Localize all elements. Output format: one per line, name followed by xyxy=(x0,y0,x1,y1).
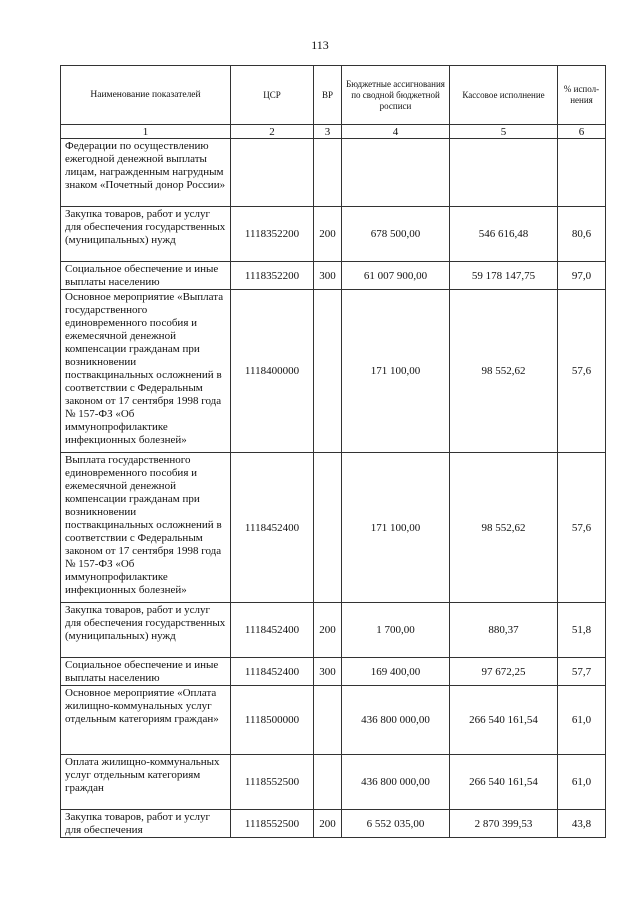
row-percent: 57,6 xyxy=(558,453,606,603)
row-name: Федерации по осуществлению ежегодной денежной выплаты лицам, награжденным нагрудным знаком «Почетный донор России» xyxy=(61,139,231,207)
row-cash: 59 178 147,75 xyxy=(450,262,558,290)
row-cash: 98 552,62 xyxy=(450,290,558,453)
table-row xyxy=(61,262,606,290)
row-budget: 436 800 000,00 xyxy=(342,755,450,810)
column-number: 1 xyxy=(61,125,231,139)
row-cash: 2 870 399,53 xyxy=(450,810,558,838)
row-vr xyxy=(314,686,342,755)
row-csr: 1118452400 xyxy=(231,453,314,603)
row-budget: 171 100,00 xyxy=(342,453,450,603)
column-number: 4 xyxy=(342,125,450,139)
row-vr: 200 xyxy=(314,603,342,658)
row-vr: 300 xyxy=(314,262,342,290)
row-percent xyxy=(558,139,606,207)
header-csr: ЦСР xyxy=(231,66,314,125)
column-number: 2 xyxy=(231,125,314,139)
row-vr: 200 xyxy=(314,207,342,262)
table-row xyxy=(61,603,606,658)
row-csr: 1118500000 xyxy=(231,686,314,755)
row-cash: 266 540 161,54 xyxy=(450,755,558,810)
row-csr: 1118452400 xyxy=(231,603,314,658)
column-number-row xyxy=(61,125,606,139)
row-budget xyxy=(342,139,450,207)
row-cash: 97 672,25 xyxy=(450,658,558,686)
row-budget: 6 552 035,00 xyxy=(342,810,450,838)
row-cash: 266 540 161,54 xyxy=(450,686,558,755)
row-percent: 61,0 xyxy=(558,686,606,755)
table-row xyxy=(61,139,606,207)
row-budget: 436 800 000,00 xyxy=(342,686,450,755)
row-csr: 1118352200 xyxy=(231,262,314,290)
row-name: Социальное обеспечение и иные выплаты населению xyxy=(61,262,231,290)
table-row xyxy=(61,810,606,838)
header-name: Наименование показателей xyxy=(61,66,231,125)
row-name: Закупка товаров, работ и услуг для обеспечения государственных (муниципальных) нужд xyxy=(61,603,231,658)
header-budget: Бюджетные ассигнования по сводной бюджетной росписи xyxy=(342,66,450,125)
table-row xyxy=(61,207,606,262)
table-row xyxy=(61,290,606,453)
row-budget: 169 400,00 xyxy=(342,658,450,686)
row-percent: 57,7 xyxy=(558,658,606,686)
column-number: 5 xyxy=(450,125,558,139)
row-name: Основное мероприятие «Оплата жилищно-коммунальных услуг отдельным категориям граждан» xyxy=(61,686,231,755)
row-vr: 200 xyxy=(314,810,342,838)
table-row xyxy=(61,453,606,603)
row-vr xyxy=(314,453,342,603)
table-row xyxy=(61,686,606,755)
row-cash xyxy=(450,139,558,207)
row-budget: 171 100,00 xyxy=(342,290,450,453)
row-percent: 51,8 xyxy=(558,603,606,658)
row-csr: 1118552500 xyxy=(231,755,314,810)
row-budget: 61 007 900,00 xyxy=(342,262,450,290)
page-number: 113 xyxy=(311,38,329,52)
row-name: Выплата государственного единовременного пособия и ежемесячной денежной компенсации гражданам при возникновении поствакцинальных осложнений в соответствии с Федеральным законом от 17 сентября 1998 года № 157-ФЗ «Об иммунопрофилактике инфекционных болезней» xyxy=(61,453,231,603)
row-percent: 43,8 xyxy=(558,810,606,838)
row-cash: 98 552,62 xyxy=(450,453,558,603)
row-percent: 80,6 xyxy=(558,207,606,262)
header-vr: ВР xyxy=(314,66,342,125)
column-number: 6 xyxy=(558,125,606,139)
row-cash: 546 616,48 xyxy=(450,207,558,262)
row-budget: 678 500,00 xyxy=(342,207,450,262)
row-vr xyxy=(314,755,342,810)
row-name: Социальное обеспечение и иные выплаты населению xyxy=(61,658,231,686)
row-name: Оплата жилищно-коммунальных услуг отдельным категориям граждан xyxy=(61,755,231,810)
row-csr: 1118452400 xyxy=(231,658,314,686)
row-cash: 880,37 xyxy=(450,603,558,658)
budget-execution-table xyxy=(60,65,606,838)
row-csr: 1118400000 xyxy=(231,290,314,453)
column-number: 3 xyxy=(314,125,342,139)
table-header-row xyxy=(61,66,606,125)
row-vr xyxy=(314,290,342,453)
header-cash: Кассовое исполнение xyxy=(450,66,558,125)
row-csr: 1118352200 xyxy=(231,207,314,262)
row-vr: 300 xyxy=(314,658,342,686)
row-vr xyxy=(314,139,342,207)
row-percent: 97,0 xyxy=(558,262,606,290)
header-percent: % испол-нения xyxy=(558,66,606,125)
row-percent: 57,6 xyxy=(558,290,606,453)
row-name: Основное мероприятие «Выплата государственного единовременного пособия и ежемесячной денежной компенсации гражданам при возникновении поствакцинальных осложнений в соответствии с Федеральным законом от 17 сентября 1998 года № 157-ФЗ «Об иммунопрофилактике инфекционных болезней» xyxy=(61,290,231,453)
row-csr: 1118552500 xyxy=(231,810,314,838)
row-csr xyxy=(231,139,314,207)
row-name: Закупка товаров, работ и услуг для обеспечения государственных (муниципальных) нужд xyxy=(61,207,231,262)
row-budget: 1 700,00 xyxy=(342,603,450,658)
table-row xyxy=(61,658,606,686)
table-row xyxy=(61,755,606,810)
row-name: Закупка товаров, работ и услуг для обеспечения xyxy=(61,810,231,838)
row-percent: 61,0 xyxy=(558,755,606,810)
